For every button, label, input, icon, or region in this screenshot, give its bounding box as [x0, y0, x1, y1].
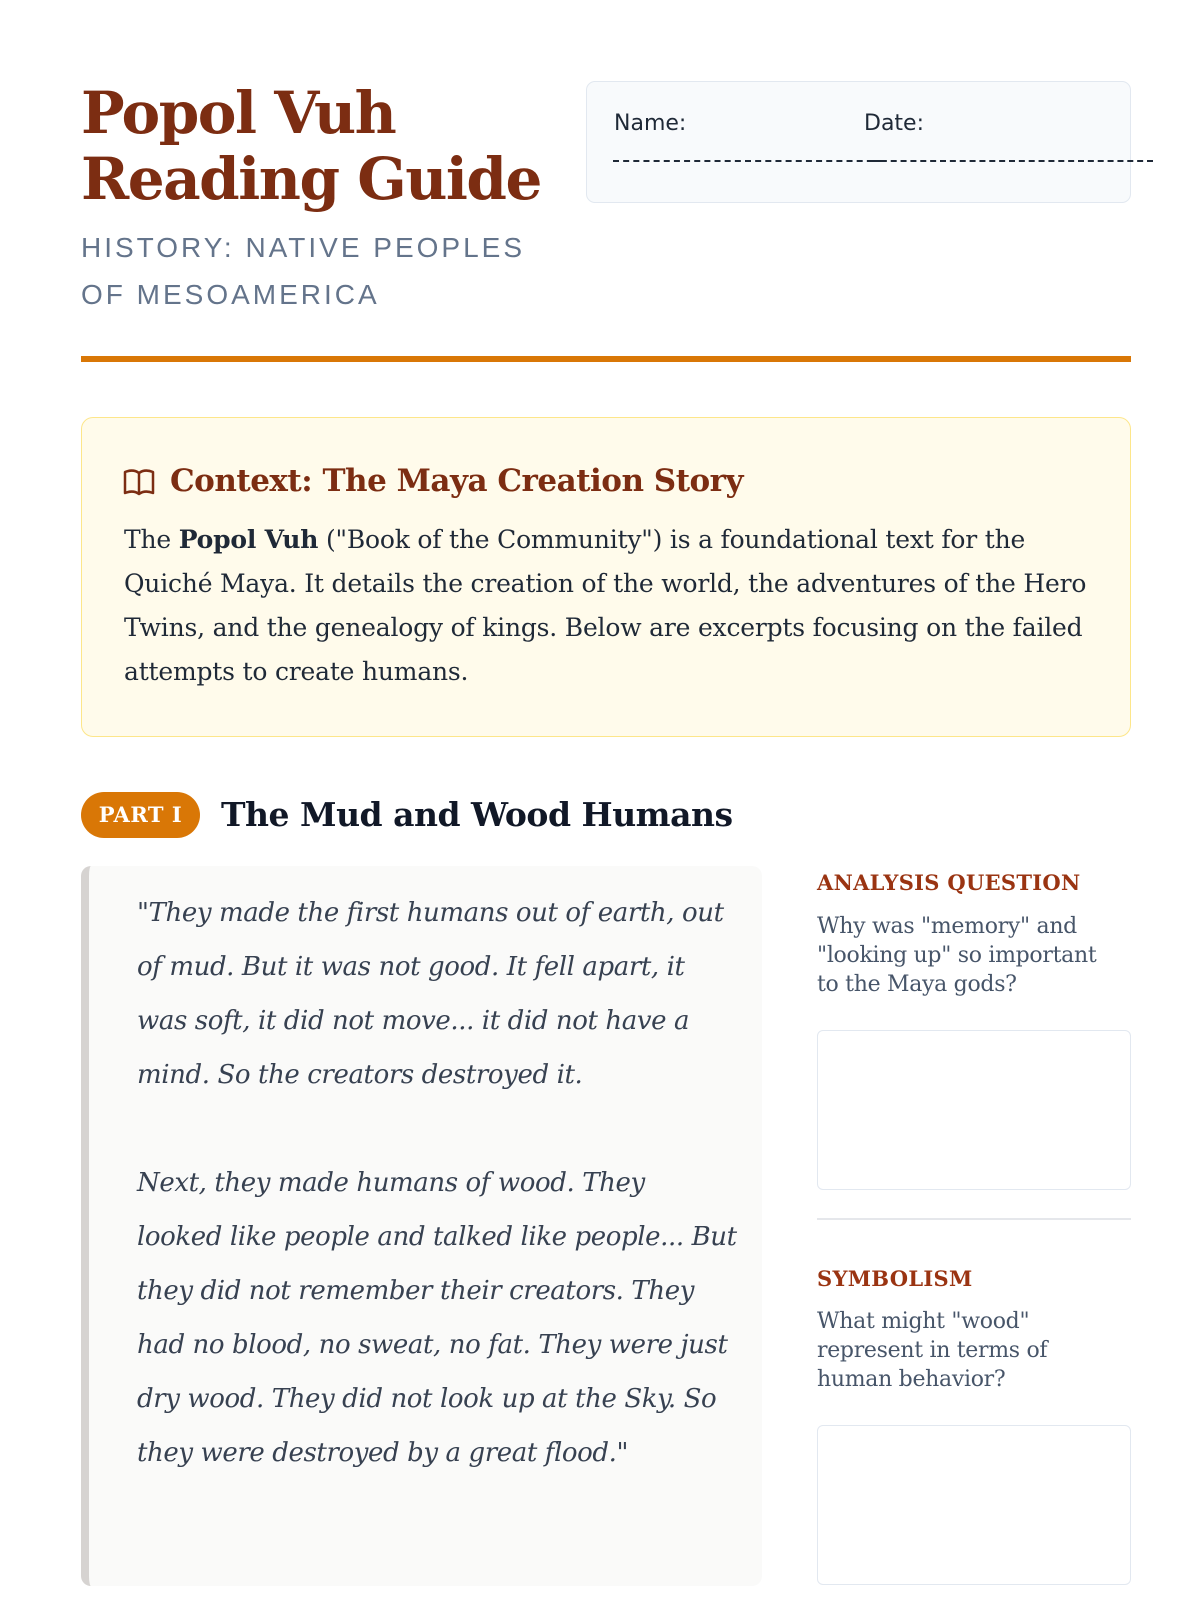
- page-subtitle: HISTORY: NATIVE PEOPLES OF MESOAMERICA: [81, 232, 526, 310]
- analysis-question-label: ANALYSIS QUESTION: [817, 870, 1081, 895]
- title-line-1: Popol Vuh: [81, 79, 396, 147]
- question-divider: [817, 1218, 1131, 1220]
- symbolism-question-text: What might "wood" represent in terms of human behavior?: [817, 1309, 1048, 1392]
- open-book-icon: [122, 468, 156, 498]
- excerpt-paragraph-2: Next, they made humans of wood. They looked like people and talked like people... But they did not remember their creators. They had no blood, no sweat, no fat. They were just dry wood. They did not look up at the Sky. So they were destroyed by a great flood.": [137, 1168, 737, 1468]
- context-text: [124, 518, 1099, 694]
- context-box: [81, 417, 1131, 737]
- name-label: Name:: [614, 111, 687, 136]
- part-badge: PART I: [81, 792, 200, 838]
- date-field[interactable]: [871, 160, 1153, 162]
- context-text-prefix: The: [124, 525, 179, 554]
- section-title: The Mud and Wood Humans: [221, 795, 733, 834]
- context-text-bold: Popol Vuh: [178, 525, 319, 554]
- symbolism-question-label: SYMBOLISM: [817, 1266, 973, 1291]
- analysis-answer-box[interactable]: [817, 1030, 1131, 1190]
- worksheet-page: [81, 0, 1131, 1600]
- header-divider: [81, 356, 1131, 362]
- analysis-question-text: Why was "memory" and "looking up" so important to the Maya gods?: [817, 914, 1097, 997]
- name-field[interactable]: [613, 160, 883, 162]
- context-heading: Context: The Maya Creation Story: [170, 463, 744, 499]
- context-text-rest: ("Book of the Community") is a foundational text for the Quiché Maya. It details the creation of the world, the adventures of the Hero Twins, and the genealogy of kings. Below are excerpts focusing on the failed attempts to create humans.: [124, 525, 1087, 686]
- excerpt-paragraph-1: "They made the first humans out of earth, out of mud. But it was not good. It fell apart, it was soft, it did not move... it did not have a mind. So the creators destroyed it.: [137, 898, 724, 1090]
- page-title: [81, 80, 561, 212]
- student-info-box: [586, 81, 1131, 203]
- symbolism-answer-box[interactable]: [817, 1425, 1131, 1585]
- date-label: Date:: [864, 111, 924, 136]
- excerpt-block: [81, 866, 762, 1586]
- title-line-2: Reading Guide: [81, 145, 541, 213]
